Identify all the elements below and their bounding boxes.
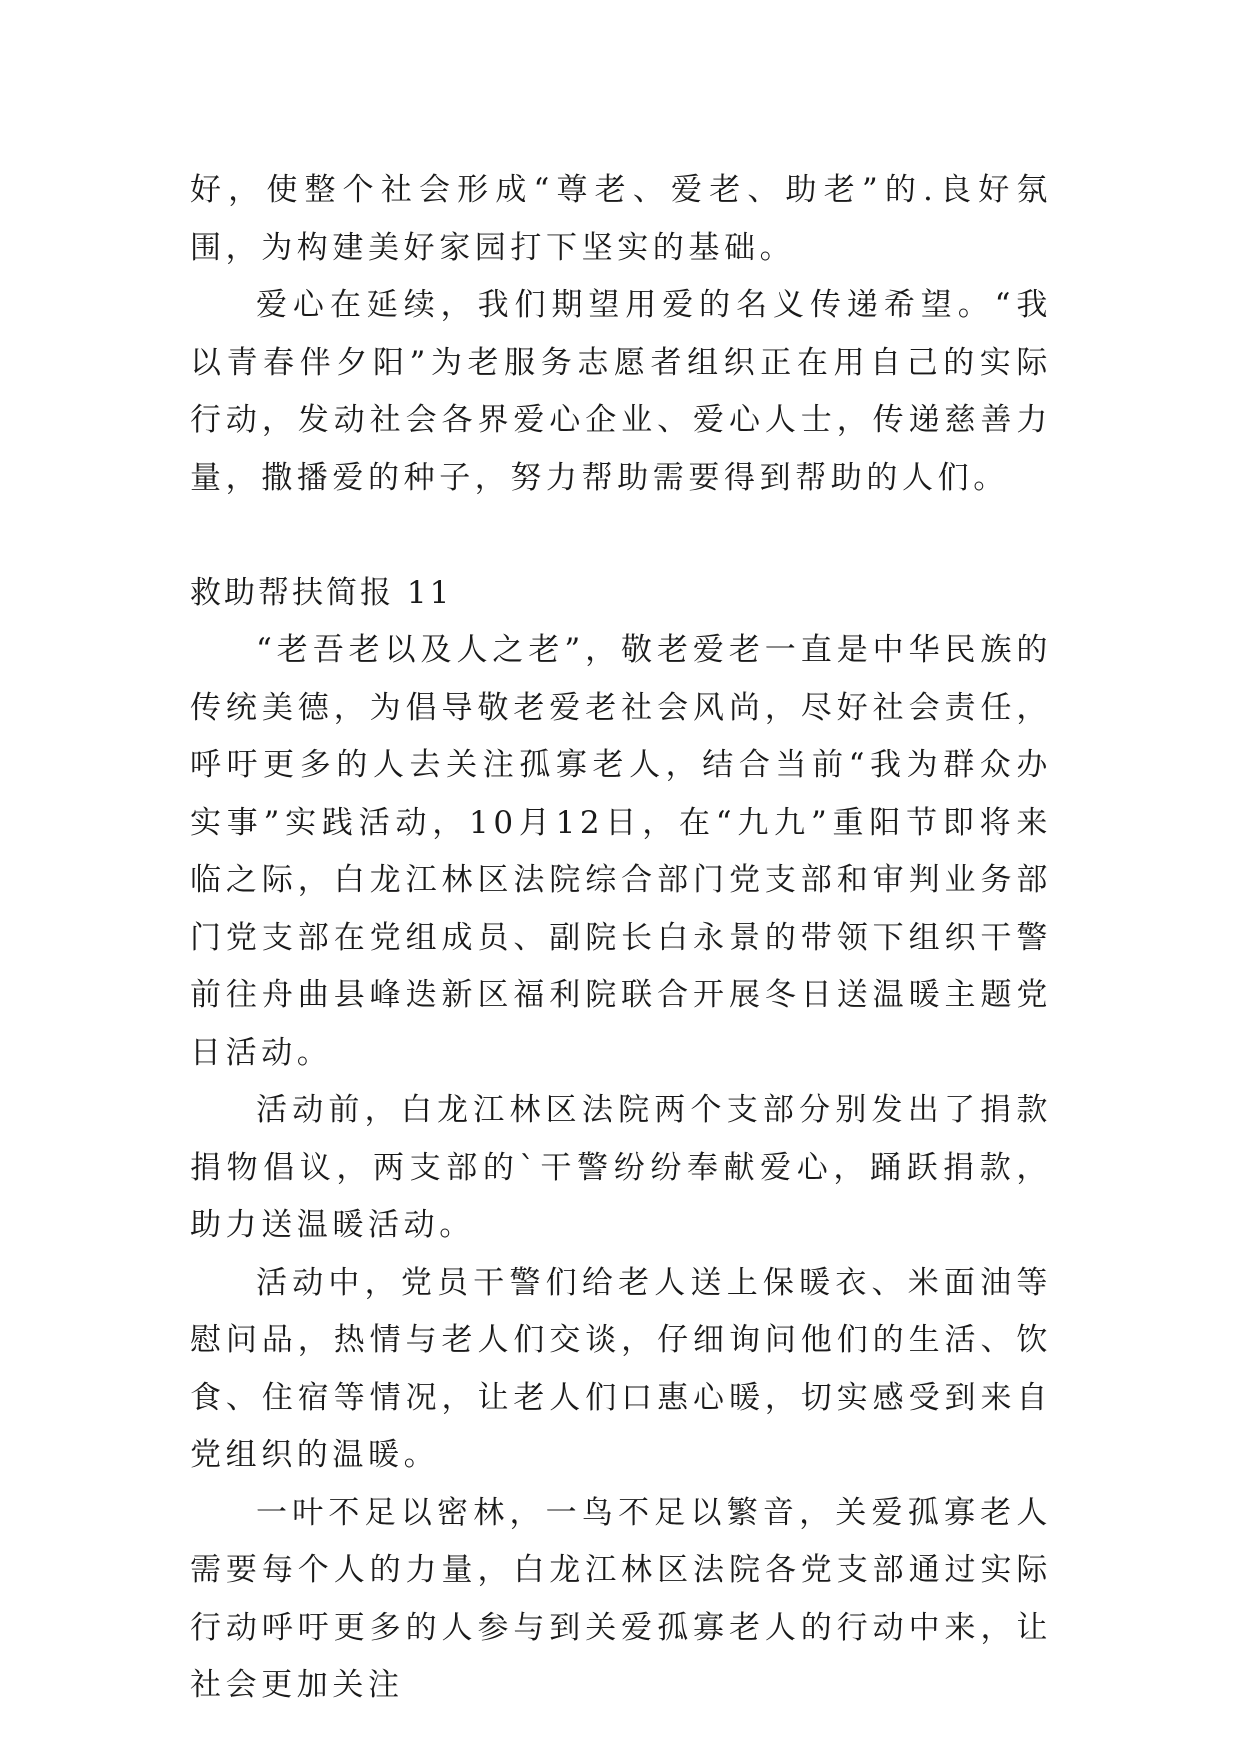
paragraph-before-activity: 活动前，白龙江林区法院两个支部分别发出了捐款捐物倡议，两支部的`干警纷纷奉献爱心，踊跃捐款，助力送温暖活动。 <box>190 1092 1052 1243</box>
paragraph-during-activity: 活动中，党员干警们给老人送上保暖衣、米面油等慰问品，热情与老人们交谈，仔细询问他们的生活、饮食、住宿等情况，让老人们口惠心暖，切实感受到来自党组织的温暖。 <box>190 1264 1052 1473</box>
section-heading: 救助帮扶简报 11 <box>190 574 453 611</box>
paragraph-continuation: 好，使整个社会形成“尊老、爱老、助老”的.良好氛围，为构建美好家园打下坚实的基础。 <box>190 172 1052 266</box>
section-gap <box>190 507 1052 565</box>
document-body <box>190 162 1052 1715</box>
paragraph-intro: “老吾老以及人之老”，敬老爱老一直是中华民族的传统美德，为倡导敬老爱老社会风尚，尽好社会责任，呼吁更多的人去关注孤寡老人，结合当前“我为群众办实事”实践活动，10月12日，在“九九”重阳节即将来临之际，白龙江林区法院综合部门党支部和审判业务部门党支部在党组成员、副院长白永景的带领下组织干警前往舟曲县峰迭新区福利院联合开展冬日送温暖主题党日活动。 <box>190 632 1052 1071</box>
paragraph-love-continues: 爱心在延续，我们期望用爱的名义传递希望。“我以青春伴夕阳”为老服务志愿者组织正在用自己的实际行动，发动社会各界爱心企业、爱心人士，传递慈善力量，撒播爱的种子，努力帮助需要得到帮助的人们。 <box>190 287 1052 496</box>
paragraph-closing: 一叶不足以密林，一鸟不足以繁音，关爱孤寡老人需要每个人的力量，白龙江林区法院各党支部通过实际行动呼吁更多的人参与到关爱孤寡老人的行动中来，让社会更加关注 <box>190 1494 1052 1703</box>
